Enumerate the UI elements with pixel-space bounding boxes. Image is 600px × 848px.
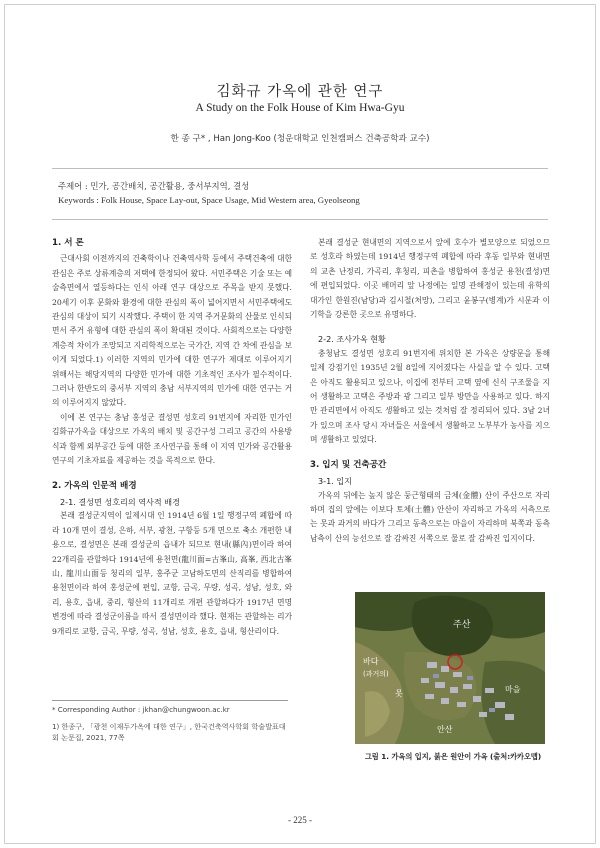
label-pond: 못 (395, 689, 403, 698)
keywords-box (52, 168, 548, 220)
history-paragraph-2: 본래 결성군 현내면의 지역으로서 앞에 호수가 별모양으로 되었으므로 성호라 하였는데 1914년 행정구역 폐합에 따라 후동 일부와 현내면의 교촌 난정리, 가곡리, 후청리, 피촌을 병합하여 홍성군 용천(결성)면에 편입되었다. 이곳 배머리 앞 나정에는 일명 관해정이 있는데 유학의 대가인 한원진(남당)과 김시철(처망), 그리고 윤봉구(병계)가 시문과 이기학을 강론한 곳으로 유명하다. (310, 238, 550, 320)
footnote-1: 1) 한종구, 「광천 이재두가옥에 대한 연구」, 한국건축역사학회 학술발표대회 논문집, 2021, 77쪽 (52, 722, 286, 742)
section-heading-background: 2. 가옥의 인문적 배경 (52, 480, 137, 491)
footnote-divider (52, 700, 288, 701)
survey-paragraph: 충청남도 결성면 성호리 91번지에 위치한 본 가옥은 상량문을 통해 일제 강점기인 1935년 2월 8일에 지어졌다는 사실을 알 수 있다. 고택은 아직도 활용되고 있으나, 이집에 전부터 고택 옆에 신식 구조물을 지어 생활하고 고택은 주방과 광 그리고 일부 방만을 사용하고 있다. 하지만 관리면에서 아직도 생활하고 있는 것처럼 잘 정리되어 있다. 3남 2녀가 있으며 조사 당시 자녀들은 서울에서 생활하고 노부부가 농사를 지으며 생활하고 있었다. (310, 348, 550, 445)
author-line: 한 종 구* , Han Jong-Koo (청운대학교 인천캠퍼스 건축공학과 교수) (170, 134, 430, 144)
subsection-heading-location: 3-1. 입지 (318, 476, 353, 487)
aerial-map-figure (355, 592, 545, 744)
page-number: - 225 - (288, 815, 312, 825)
footnote-area (52, 700, 292, 743)
label-sea: 바다 (363, 657, 379, 666)
keywords-korean: 주제어 : 민가, 공간배치, 공간활용, 중서부지역, 결성 (58, 181, 250, 191)
label-facing-mountain: 안산 (437, 725, 453, 734)
paper-title-english: A Study on the Folk House of Kim Hwa-Gyu (195, 102, 405, 114)
keywords-english: Keywords : Folk House, Space Lay-out, Space Usage, Mid Western area, Gyeolseong (58, 195, 360, 205)
section-heading-site: 3. 입지 및 건축공간 (310, 459, 387, 470)
paper-title-korean: 김화규 가옥에 관한 연구 (216, 84, 384, 100)
aerial-map-image (355, 592, 545, 744)
subsection-heading-history: 2-1. 결성면 성호리의 역사적 배경 (60, 496, 180, 507)
label-village: 마을 (505, 685, 521, 694)
left-column (52, 236, 292, 639)
history-paragraph-1: 본래 결성군지역이 일제시대 인 1914년 6월 1일 행정구역 폐합에 따라 10개 면이 결성, 은하, 서부, 광천, 구항등 5개 면으로 축소 개편한 내용으로, 결성면은 본래 결성군의 읍내가 되므로 현내(縣內)면이라 하여 22개리를 관할하다 1914년에 용천면(龍川面=古峯山, 高峯, 西北古峯山, 龍川山面등 청리의 일부, 홍주군 고남하도면의 산직리를 병합하여 용천면이라 하여 홍성군에 편입, 교항, 금곡, 무량, 성곡, 성남, 성호, 와리, 용호, 읍내, 중리, 형산의 11개리로 개편 관할하다가 1917년 면명 변경에 따라 결성군이름을 따서 결성면이라 했다. 현재는 관할하는 리가 9개리로 교항, 금곡, 무량, 성곡, 성남, 성호, 용호, 읍내, 형산리이다. (52, 511, 292, 636)
label-mountain: 주산 (453, 620, 471, 630)
right-column (310, 236, 550, 546)
figure-caption: 그림 1. 가옥의 입지, 붉은 원안이 가옥 (출처:카카오맵) (364, 752, 542, 761)
location-paragraph: 가옥의 뒤에는 높지 않은 둥근형태의 금체(金體) 산이 주산으로 자리하며 집의 앞에는 이보다 토체(土體) 안산이 자리하고 가옥의 서측으로는 못과 과거의 바다가 그리고 동측으로는 마을이 자리하며 북쪽과 동측 남측이 산의 능선으로 잘 감싸진 서쪽으로 물로 잘 감싸진 입지이다. (310, 490, 550, 543)
section-heading-introduction: 1. 서 론 (52, 238, 84, 248)
introduction-paragraph-1: 근대사회 이전까지의 건축학이나 건축역사학 등에서 주택건축에 대한 관심은 주로 상류계층의 저택에 한정되어 왔다. 서민주택은 기술 또는 예술측면에서 열등하다는 인식 아래 연구 대상으로 주목을 받지 못했다. 20세기 이후 문화와 환경에 대한 관심의 폭이 넓어지면서 서민주택에도 관심의 대상이 되기 시작했다. 주택이 한 지역 주거문화의 산물로 인식되면서 주거 유형에 대한 관심의 폭이 확대된 것이다. 사회적으로는 다양한 계층적 차이가 조망되고 지리학적으로는 국가간, 지역 간 차에 관심을 보이게 되었다.1) 이러한 지역의 민가에 대한 연구가 제대로 이루어지기 위해서는 해당지역의 다양한 민가에 대한 기초적인 조사가 필수적이다. 그러나 한반도의 중서부 지역의 충남 서부지역의 민가에 대한 연구는 거의 이루어지지 않았다. (52, 254, 292, 408)
introduction-paragraph-2: 이에 본 연구는 충남 홍성군 결성면 성호리 91번지에 자리한 민가인 김화규가옥을 대상으로 가옥의 배치 및 공간구성 그리고 공간의 사용방식과 함께 외부공간 등에 대한 조사연구를 통해 이 지역 민가와 공간활용 연구의 기초자료를 제공하는 것을 목적으로 한다. (52, 412, 292, 466)
corresponding-author: * Corresponding Author : jkhan@chungwoon.ac.kr (52, 705, 230, 714)
label-past-sea: (과거의) (363, 670, 389, 678)
subsection-heading-survey: 2-2. 조사가옥 현황 (318, 334, 386, 345)
